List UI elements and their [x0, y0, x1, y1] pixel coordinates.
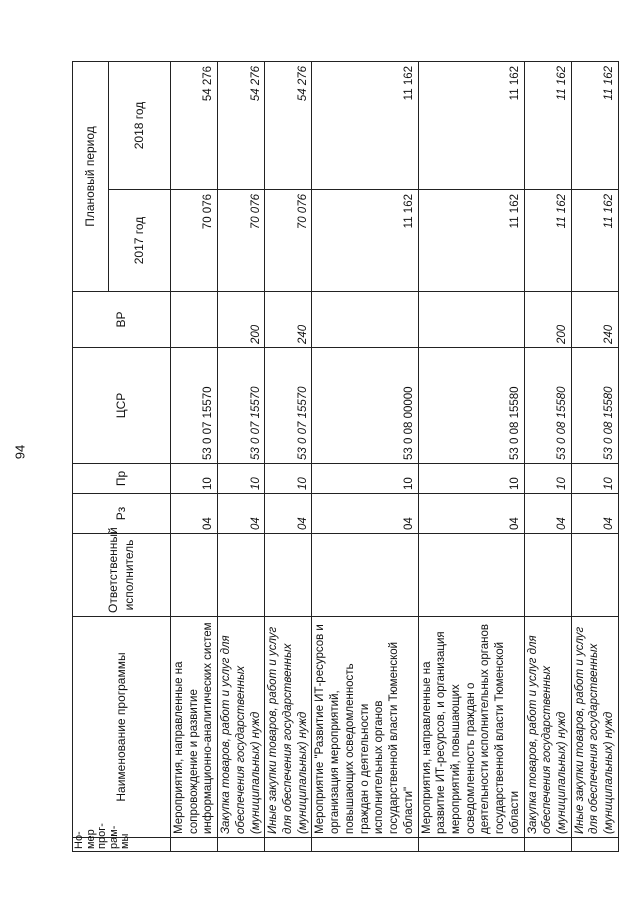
cell-program-name: Мероприятия, направленные на развитие ИТ-ресурсов, и организация мероприятий, повышающих осведомленность граждан о деятельности исполнительных органов государственной власти Тюменской области: [418, 617, 524, 838]
table-row: [418, 61, 524, 851]
cell-pr: 10: [571, 464, 618, 494]
cell-rz: 04: [265, 494, 312, 534]
cell-program-name: Иные закупки товаров, работ и услуг для обеспечения государственных (муниципальных) нужд: [265, 617, 312, 838]
cell-csr: 53 0 08 15580: [524, 348, 571, 464]
cell-amount-2018: 11 162: [312, 61, 418, 189]
cell-program-name: Закупка товаров, работ и услуг для обеспечения государственных (муниципальных) нужд: [524, 617, 571, 838]
cell-program-number: [171, 838, 218, 852]
cell-pr: 10: [312, 464, 418, 494]
cell-program-name: Мероприятие "Развитие ИТ-ресурсов и организация мероприятий, повышающих осведомленность граждан о деятельности исполнительных органов государственной власти Тюменской области": [312, 617, 418, 838]
cell-vr: 200: [218, 292, 265, 348]
cell-program-number: [418, 838, 524, 852]
cell-amount-2017: 11 162: [524, 190, 571, 292]
cell-amount-2017: 70 076: [171, 190, 218, 292]
header-pr: Пр: [73, 464, 171, 494]
cell-amount-2018: 11 162: [418, 61, 524, 189]
table-body: [171, 61, 619, 851]
cell-csr: 53 0 07 15570: [171, 348, 218, 464]
cell-rz: 04: [524, 494, 571, 534]
cell-executor: [171, 534, 218, 617]
cell-executor: [265, 534, 312, 617]
cell-csr: 53 0 08 00000: [312, 348, 418, 464]
cell-program-name: Мероприятия, направленные на сопровождение и развитие информационно-аналитических систем: [171, 617, 218, 838]
cell-rz: 04: [171, 494, 218, 534]
cell-csr: 53 0 08 15580: [418, 348, 524, 464]
cell-pr: 10: [171, 464, 218, 494]
cell-csr: 53 0 07 15570: [265, 348, 312, 464]
cell-program-number: [265, 838, 312, 852]
cell-csr: 53 0 08 15580: [571, 348, 618, 464]
cell-pr: 10: [218, 464, 265, 494]
cell-program-number: [571, 838, 618, 852]
cell-amount-2018: 11 162: [524, 61, 571, 189]
table-header: [73, 61, 171, 851]
cell-vr: [171, 292, 218, 348]
page-number: 94: [12, 444, 28, 460]
cell-amount-2018: 54 276: [265, 61, 312, 189]
cell-executor: [312, 534, 418, 617]
cell-amount-2018: 54 276: [218, 61, 265, 189]
cell-executor: [571, 534, 618, 617]
header-planned-period: Плановый период: [73, 61, 109, 291]
header-year-2017: 2017 год: [109, 190, 171, 292]
table-row: [171, 61, 218, 851]
budget-table-container: [72, 62, 616, 852]
cell-amount-2018: 54 276: [171, 61, 218, 189]
header-rz: Рз: [73, 494, 171, 534]
cell-executor: [524, 534, 571, 617]
cell-vr: [312, 292, 418, 348]
cell-program-number: [312, 838, 418, 852]
header-vr: ВР: [73, 292, 171, 348]
cell-pr: 10: [418, 464, 524, 494]
table-row: [571, 61, 618, 851]
cell-rz: 04: [571, 494, 618, 534]
cell-amount-2017: 11 162: [418, 190, 524, 292]
cell-executor: [418, 534, 524, 617]
header-executor: Ответственный исполнитель: [73, 534, 171, 617]
cell-program-number: [218, 838, 265, 852]
cell-amount-2017: 11 162: [571, 190, 618, 292]
cell-amount-2017: 70 076: [218, 190, 265, 292]
cell-vr: 200: [524, 292, 571, 348]
table-row: [218, 61, 265, 851]
cell-csr: 53 0 07 15570: [218, 348, 265, 464]
header-csr: ЦСР: [73, 348, 171, 464]
cell-program-name: Закупка товаров, работ и услуг для обеспечения государственных (муниципальных) нужд: [218, 617, 265, 838]
cell-pr: 10: [524, 464, 571, 494]
table-row: [312, 61, 418, 851]
cell-vr: 240: [571, 292, 618, 348]
cell-vr: 240: [265, 292, 312, 348]
header-year-2018: 2018 год: [109, 61, 171, 189]
header-program-number: Но-мер прог-рам-мы: [73, 838, 171, 852]
cell-executor: [218, 534, 265, 617]
cell-rz: 04: [312, 494, 418, 534]
cell-amount-2017: 70 076: [265, 190, 312, 292]
cell-program-name: Иные закупки товаров, работ и услуг для обеспечения государственных (муниципальных) нужд: [571, 617, 618, 838]
cell-amount-2018: 11 162: [571, 61, 618, 189]
cell-rz: 04: [418, 494, 524, 534]
table-row: [265, 61, 312, 851]
cell-vr: [418, 292, 524, 348]
budget-table: [72, 61, 619, 852]
cell-program-number: [524, 838, 571, 852]
cell-rz: 04: [218, 494, 265, 534]
table-row: [524, 61, 571, 851]
cell-amount-2017: 11 162: [312, 190, 418, 292]
cell-pr: 10: [265, 464, 312, 494]
header-program-name: Наименование программы: [73, 617, 171, 838]
